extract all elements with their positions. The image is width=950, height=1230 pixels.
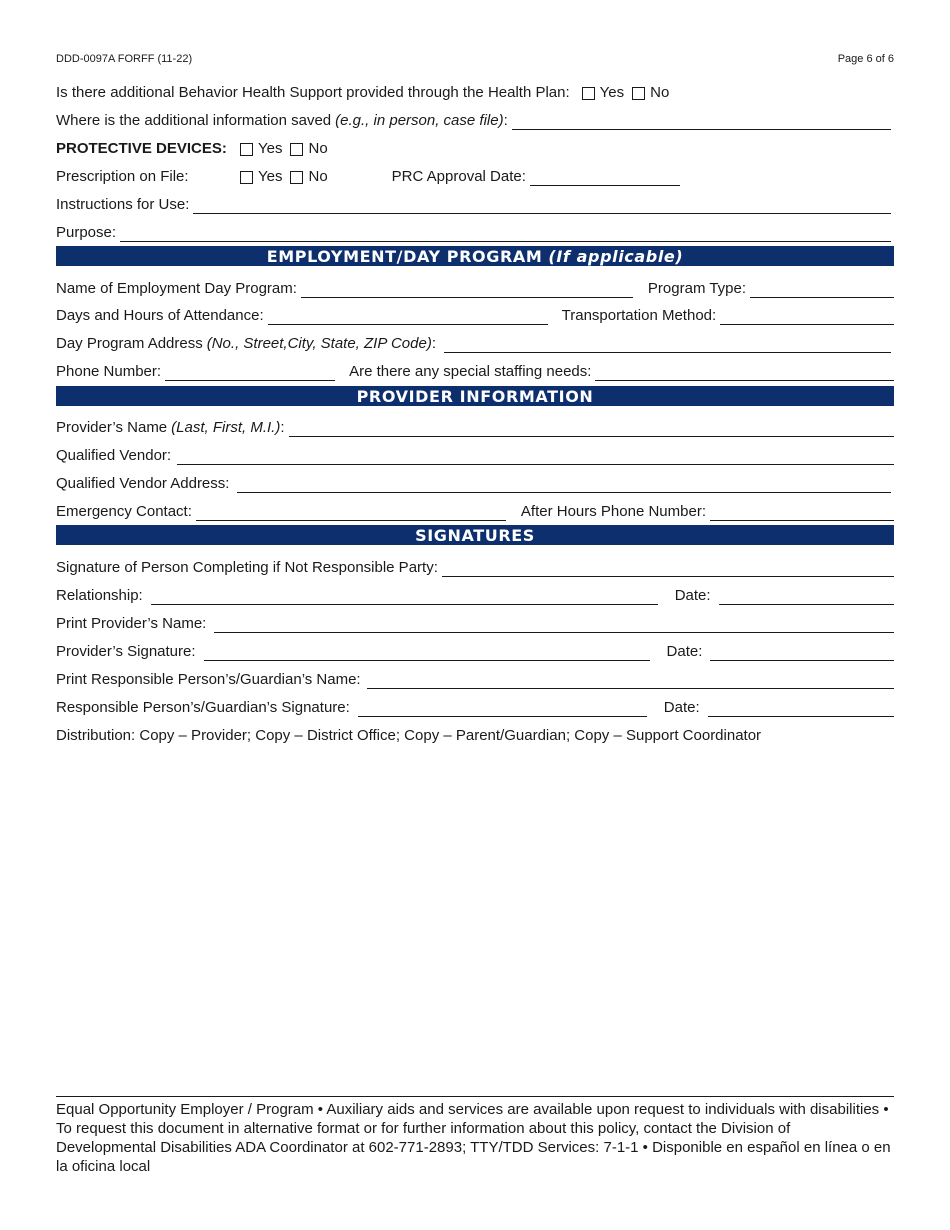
provider-name-row [56,417,894,437]
program-phone-field[interactable] [165,366,335,381]
purpose-field[interactable] [120,227,891,242]
prescription-label: Prescription on File: [56,168,189,185]
after-hours-label: After Hours Phone Number: [520,503,706,520]
provider-signature-label: Provider’s Signature: [56,643,196,660]
completing-label: Signature of Person Completing if Not Responsible Party: [56,559,438,576]
responsible-signature-field[interactable] [358,702,647,717]
staffing-needs-field[interactable] [595,366,894,381]
provider-name-hint: (Last, First, M.I.) [171,419,281,436]
date-label: Date: [663,699,700,716]
page-number: Page 6 of 6 [837,53,894,65]
print-responsible-label: Print Responsible Person’s/Guardian’s Name: [56,671,361,688]
info-saved-label: Where is the additional information saved [56,112,332,129]
program-address-hint: (No., Street,City, State, ZIP Code) [206,335,432,352]
provider-section-header [56,386,894,406]
health-plan-no-option[interactable] [632,84,669,102]
signatures-title: SIGNATURES [415,525,535,545]
prescription-row [56,166,894,186]
relationship-label: Relationship: [56,587,143,604]
staffing-needs-label: Are there any special staffing needs: [349,363,592,380]
info-saved-row [56,110,894,130]
vendor-address-label: Qualified Vendor Address: [56,475,230,492]
health-plan-yes-option[interactable] [582,84,624,102]
health-plan-row [56,82,894,102]
instructions-label: Instructions for Use: [56,196,190,213]
print-responsible-row [56,669,894,689]
relationship-field[interactable] [151,590,658,605]
health-plan-label: Is there additional Behavior Health Support provided through the Health Plan: [56,84,570,101]
vendor-address-field[interactable] [237,478,891,493]
transportation-field[interactable] [720,310,894,325]
program-address-label: Day Program Address [56,335,203,352]
program-name-field[interactable] [301,283,633,298]
yes-label: Yes [258,140,283,157]
date-label: Date: [666,643,703,660]
provider-signature-field[interactable] [204,646,650,661]
responsible-signature-date-field[interactable] [708,702,894,717]
program-name-label: Name of Employment Day Program: [56,280,297,297]
provider-name-label: Provider’s Name [56,419,168,436]
days-hours-label: Days and Hours of Attendance: [56,307,264,324]
relationship-date-field[interactable] [719,590,894,605]
no-label: No [308,140,328,157]
info-saved-colon: : [503,112,508,129]
print-responsible-field[interactable] [367,674,894,689]
prescription-no-option[interactable] [290,168,327,186]
prescription-yes-option[interactable] [240,168,282,186]
protective-yes-option[interactable] [240,140,282,158]
employment-title-note: (If applicable) [548,246,684,266]
provider-signature-row [56,641,894,661]
yes-label: Yes [258,168,283,185]
vendor-address-row [56,473,894,493]
protective-devices-row [56,138,894,158]
no-label: No [308,168,328,185]
footer-divider [56,1096,894,1097]
provider-name-field[interactable] [289,422,895,437]
protective-no-checkbox[interactable] [290,143,303,156]
program-type-field[interactable] [750,283,894,298]
form-page [56,0,894,1230]
footer-notice: Equal Opportunity Employer / Program • Auxiliary aids and services are available upon request to individuals with disabilities • To request this document in alternative format or for further information about this policy, contact the Division of Developmental Disabilities ADA Coordinator at 602-771-2893; TTY/TDD Services: 7-1-1 • Disponible en español en línea o en la oficina local [56,1101,891,1175]
program-address-row [56,333,894,353]
protective-no-option[interactable] [290,140,327,158]
program-address-colon: : [431,335,436,352]
emergency-contact-label: Emergency Contact: [56,503,192,520]
emergency-row [56,501,894,521]
health-plan-no-checkbox[interactable] [632,87,645,100]
info-saved-field[interactable] [512,115,891,130]
provider-signature-date-field[interactable] [710,646,894,661]
info-saved-hint: (e.g., in person, case file) [335,112,504,129]
after-hours-field[interactable] [710,506,894,521]
distribution-text: Distribution: Copy – Provider; Copy – District Office; Copy – Parent/Guardian; Copy – Support Coordinator [56,727,762,744]
days-hours-row [56,305,894,325]
no-label: No [650,84,670,101]
vendor-field[interactable] [177,450,894,465]
instructions-row [56,194,894,214]
protective-devices-label: PROTECTIVE DEVICES: [56,140,227,157]
phone-staffing-row [56,361,894,381]
employment-title: EMPLOYMENT/DAY PROGRAM [266,246,543,266]
print-provider-field[interactable] [214,618,894,633]
program-phone-label: Phone Number: [56,363,162,380]
form-id: DDD-0097A FORFF (11-22) [56,53,193,65]
transportation-label: Transportation Method: [561,307,717,324]
employment-section-header [56,246,894,266]
program-name-row [56,278,894,298]
instructions-field[interactable] [193,199,891,214]
purpose-row [56,222,894,242]
days-hours-field[interactable] [268,310,548,325]
yes-label: Yes [599,84,625,101]
provider-name-colon: : [280,419,285,436]
emergency-contact-field[interactable] [196,506,506,521]
relationship-row [56,585,894,605]
print-provider-label: Print Provider’s Name: [56,615,207,632]
protective-yes-checkbox[interactable] [240,143,253,156]
program-address-field[interactable] [444,338,891,353]
purpose-label: Purpose: [56,224,117,241]
provider-title: PROVIDER INFORMATION [356,386,594,406]
responsible-signature-label: Responsible Person’s/Guardian’s Signature: [56,699,350,716]
prc-approval-label: PRC Approval Date: [391,168,526,185]
completing-row [56,557,894,577]
prescription-no-checkbox[interactable] [290,171,303,184]
date-label: Date: [674,587,711,604]
program-type-label: Program Type: [647,280,747,297]
prc-approval-date-field[interactable] [530,171,680,186]
vendor-row [56,445,894,465]
responsible-signature-row [56,697,894,717]
vendor-label: Qualified Vendor: [56,447,172,464]
prescription-yes-checkbox[interactable] [240,171,253,184]
health-plan-yes-checkbox[interactable] [582,87,595,100]
distribution-row [56,725,894,745]
completing-signature-field[interactable] [442,562,894,577]
print-provider-row [56,613,894,633]
signatures-section-header [56,525,894,545]
